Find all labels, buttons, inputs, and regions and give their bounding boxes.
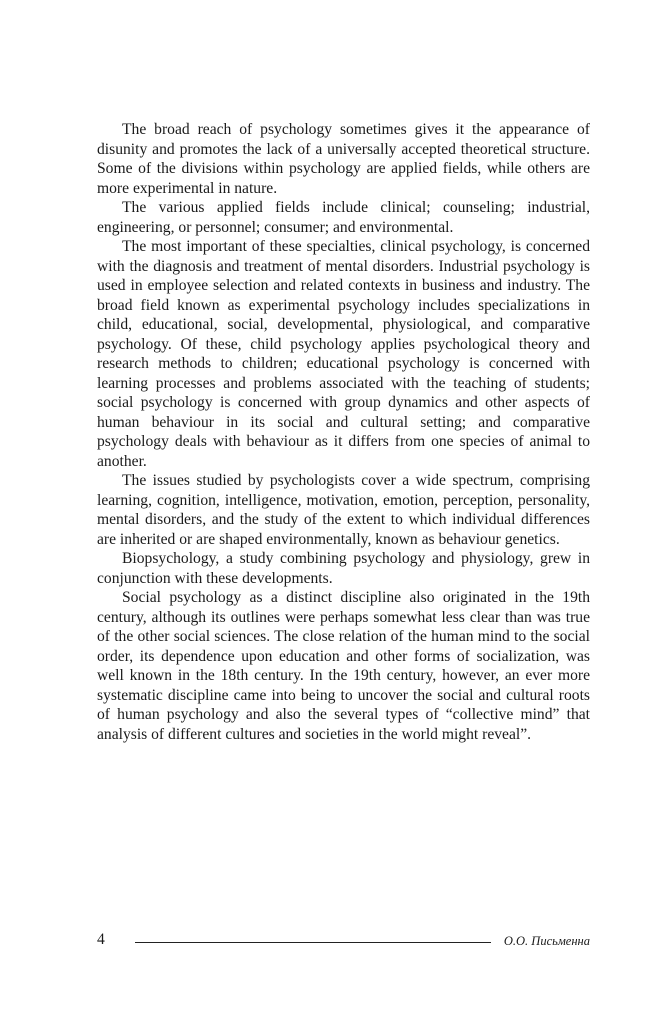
paragraph: Social psychology as a distinct discipline also originated in the 19th century, although its outlines were perhaps somewhat less clear than was true of the other social sciences. The close relation of the human mind to the social order, its dependence upon education and other forms of socialization, was well known in the 18th century. In the 19th century, however, an ever more systematic discipline came into being to uncover the social and cultural roots of human psychology and also the several types of “collective mind” that analysis of different cultures and societies in the world might reveal”. bbox=[97, 589, 590, 743]
paragraph: Biopsychology, a study combining psychology and physiology, grew in conjunction with these developments. bbox=[97, 550, 590, 587]
footer-divider bbox=[135, 942, 491, 943]
footer-author: О.О. Письменна bbox=[503, 934, 590, 948]
paragraph: The most important of these specialties, clinical psychology, is concerned with the diagnosis and treatment of mental disorders. Industrial psychology is used in employee selection and related contexts in business and industry. The broad field known as experimental psychology includes specializations in child, educational, social, developmental, physiological, and comparative psychology. Of these, child psychology applies psychological theory and research methods to children; educational psychology is concerned with learning processes and problems associated with the teaching of students; social psychology is concerned with group dynamics and other aspects of human behaviour in its social and cultural setting; and comparative psychology deals with behaviour as it differs from one species of animal to another. bbox=[97, 238, 590, 470]
body-text bbox=[97, 120, 590, 744]
paragraph: The issues studied by psychologists cover a wide spectrum, comprising learning, cognition, intelligence, motivation, emotion, perception, personality, mental disorders, and the study of the extent to which individual differences are inherited or are shaped environmentally, known as behaviour genetics. bbox=[97, 472, 590, 548]
page-footer bbox=[97, 930, 590, 952]
page-number: 4 bbox=[97, 931, 105, 948]
paragraph: The various applied fields include clinical; counseling; industrial, engineering, or personnel; consumer; and environmental. bbox=[97, 199, 590, 236]
paragraph: The broad reach of psychology sometimes gives it the appearance of disunity and promotes the lack of a universally accepted theoretical structure. Some of the divisions within psychology are applied fields, while others are more experimental in nature. bbox=[97, 121, 590, 197]
